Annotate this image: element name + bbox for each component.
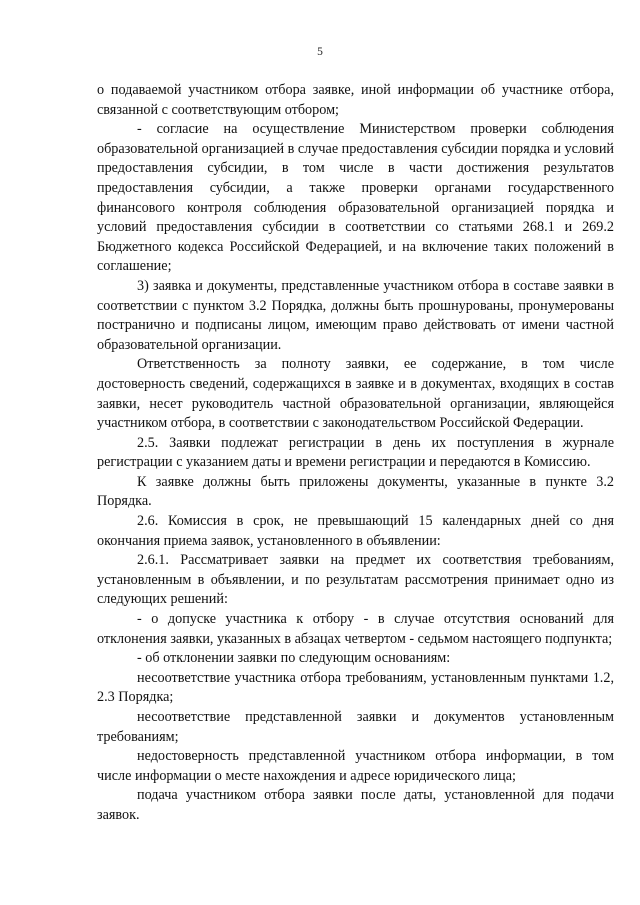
document-body bbox=[97, 81, 614, 826]
paragraph-12: несоответствие представленной заявки и документов установленным требованиям; bbox=[97, 709, 614, 745]
paragraph-14: подача участником отбора заявки после даты, установленной для подачи заявок. bbox=[97, 787, 614, 823]
paragraph-8: 2.6.1. Рассматривает заявки на предмет их соответствия требованиям, установленным в объявлении, и по результатам рассмотрения принимает одно из следующих решений: bbox=[97, 552, 614, 608]
paragraph-13: недостоверность представленной участником отбора информации, в том числе информации о месте нахождения и адресе юридического лица; bbox=[97, 748, 614, 784]
paragraph-9: - о допуске участника к отбору - в случае отсутствия оснований для отклонения заявки, указанных в абзацах четвертом - седьмом настоящего подпункта; bbox=[97, 611, 614, 647]
paragraph-6: К заявке должны быть приложены документы, указанные в пункте 3.2 Порядка. bbox=[97, 473, 614, 510]
paragraph-10: - об отклонении заявки по следующим основаниям: bbox=[137, 650, 451, 667]
page-number: 5 bbox=[317, 46, 323, 58]
paragraph-4: Ответственность за полноту заявки, ее содержание, в том числе достоверность сведений, содержащихся в заявке и в документах, входящих в состав заявки, несет руководитель частной образовательной организации, являющейся участником отбора, в соответствии с законодательством Российской Федерации. bbox=[97, 356, 614, 432]
paragraph-7: 2.6. Комиссия в срок, не превышающий 15 календарных дней со дня окончания приема заявок, установленного в объявлении: bbox=[97, 513, 614, 549]
paragraph-11: несоответствие участника отбора требованиям, установленным пунктами 1.2, 2.3 Порядка; bbox=[97, 669, 614, 706]
paragraph-1: о подаваемой участником отбора заявке, иной информации об участнике отбора, связанной с соответствующим отбором; bbox=[97, 82, 614, 118]
paragraph-3: 3) заявка и документы, представленные участником отбора в составе заявки в соответствии с пунктом 3.2 Порядка, должны быть прошнурованы, пронумерованы постранично и подписаны лицом, имеющим право действовать от имени частной образовательной организации. bbox=[97, 277, 614, 353]
paragraph-2: - согласие на осуществление Министерством проверки соблюдения образовательной организацией в случае предоставления субсидии порядка и условий предоставления субсидии, в том числе в части достижения результатов предоставления субсидии, а также проверки органами государственного финансового контроля соблюдения образовательной организацией порядка и условий предоставления субсидии в соответствии со статьями 268.1 и 269.2 Бюджетного кодекса Российской Федерацией, и на включение таких положений в соглашение; bbox=[97, 121, 614, 275]
paragraph-5: 2.5. Заявки подлежат регистрации в день их поступления в журнале регистрации с указанием даты и времени регистрации и передаются в Комиссию. bbox=[97, 434, 614, 471]
